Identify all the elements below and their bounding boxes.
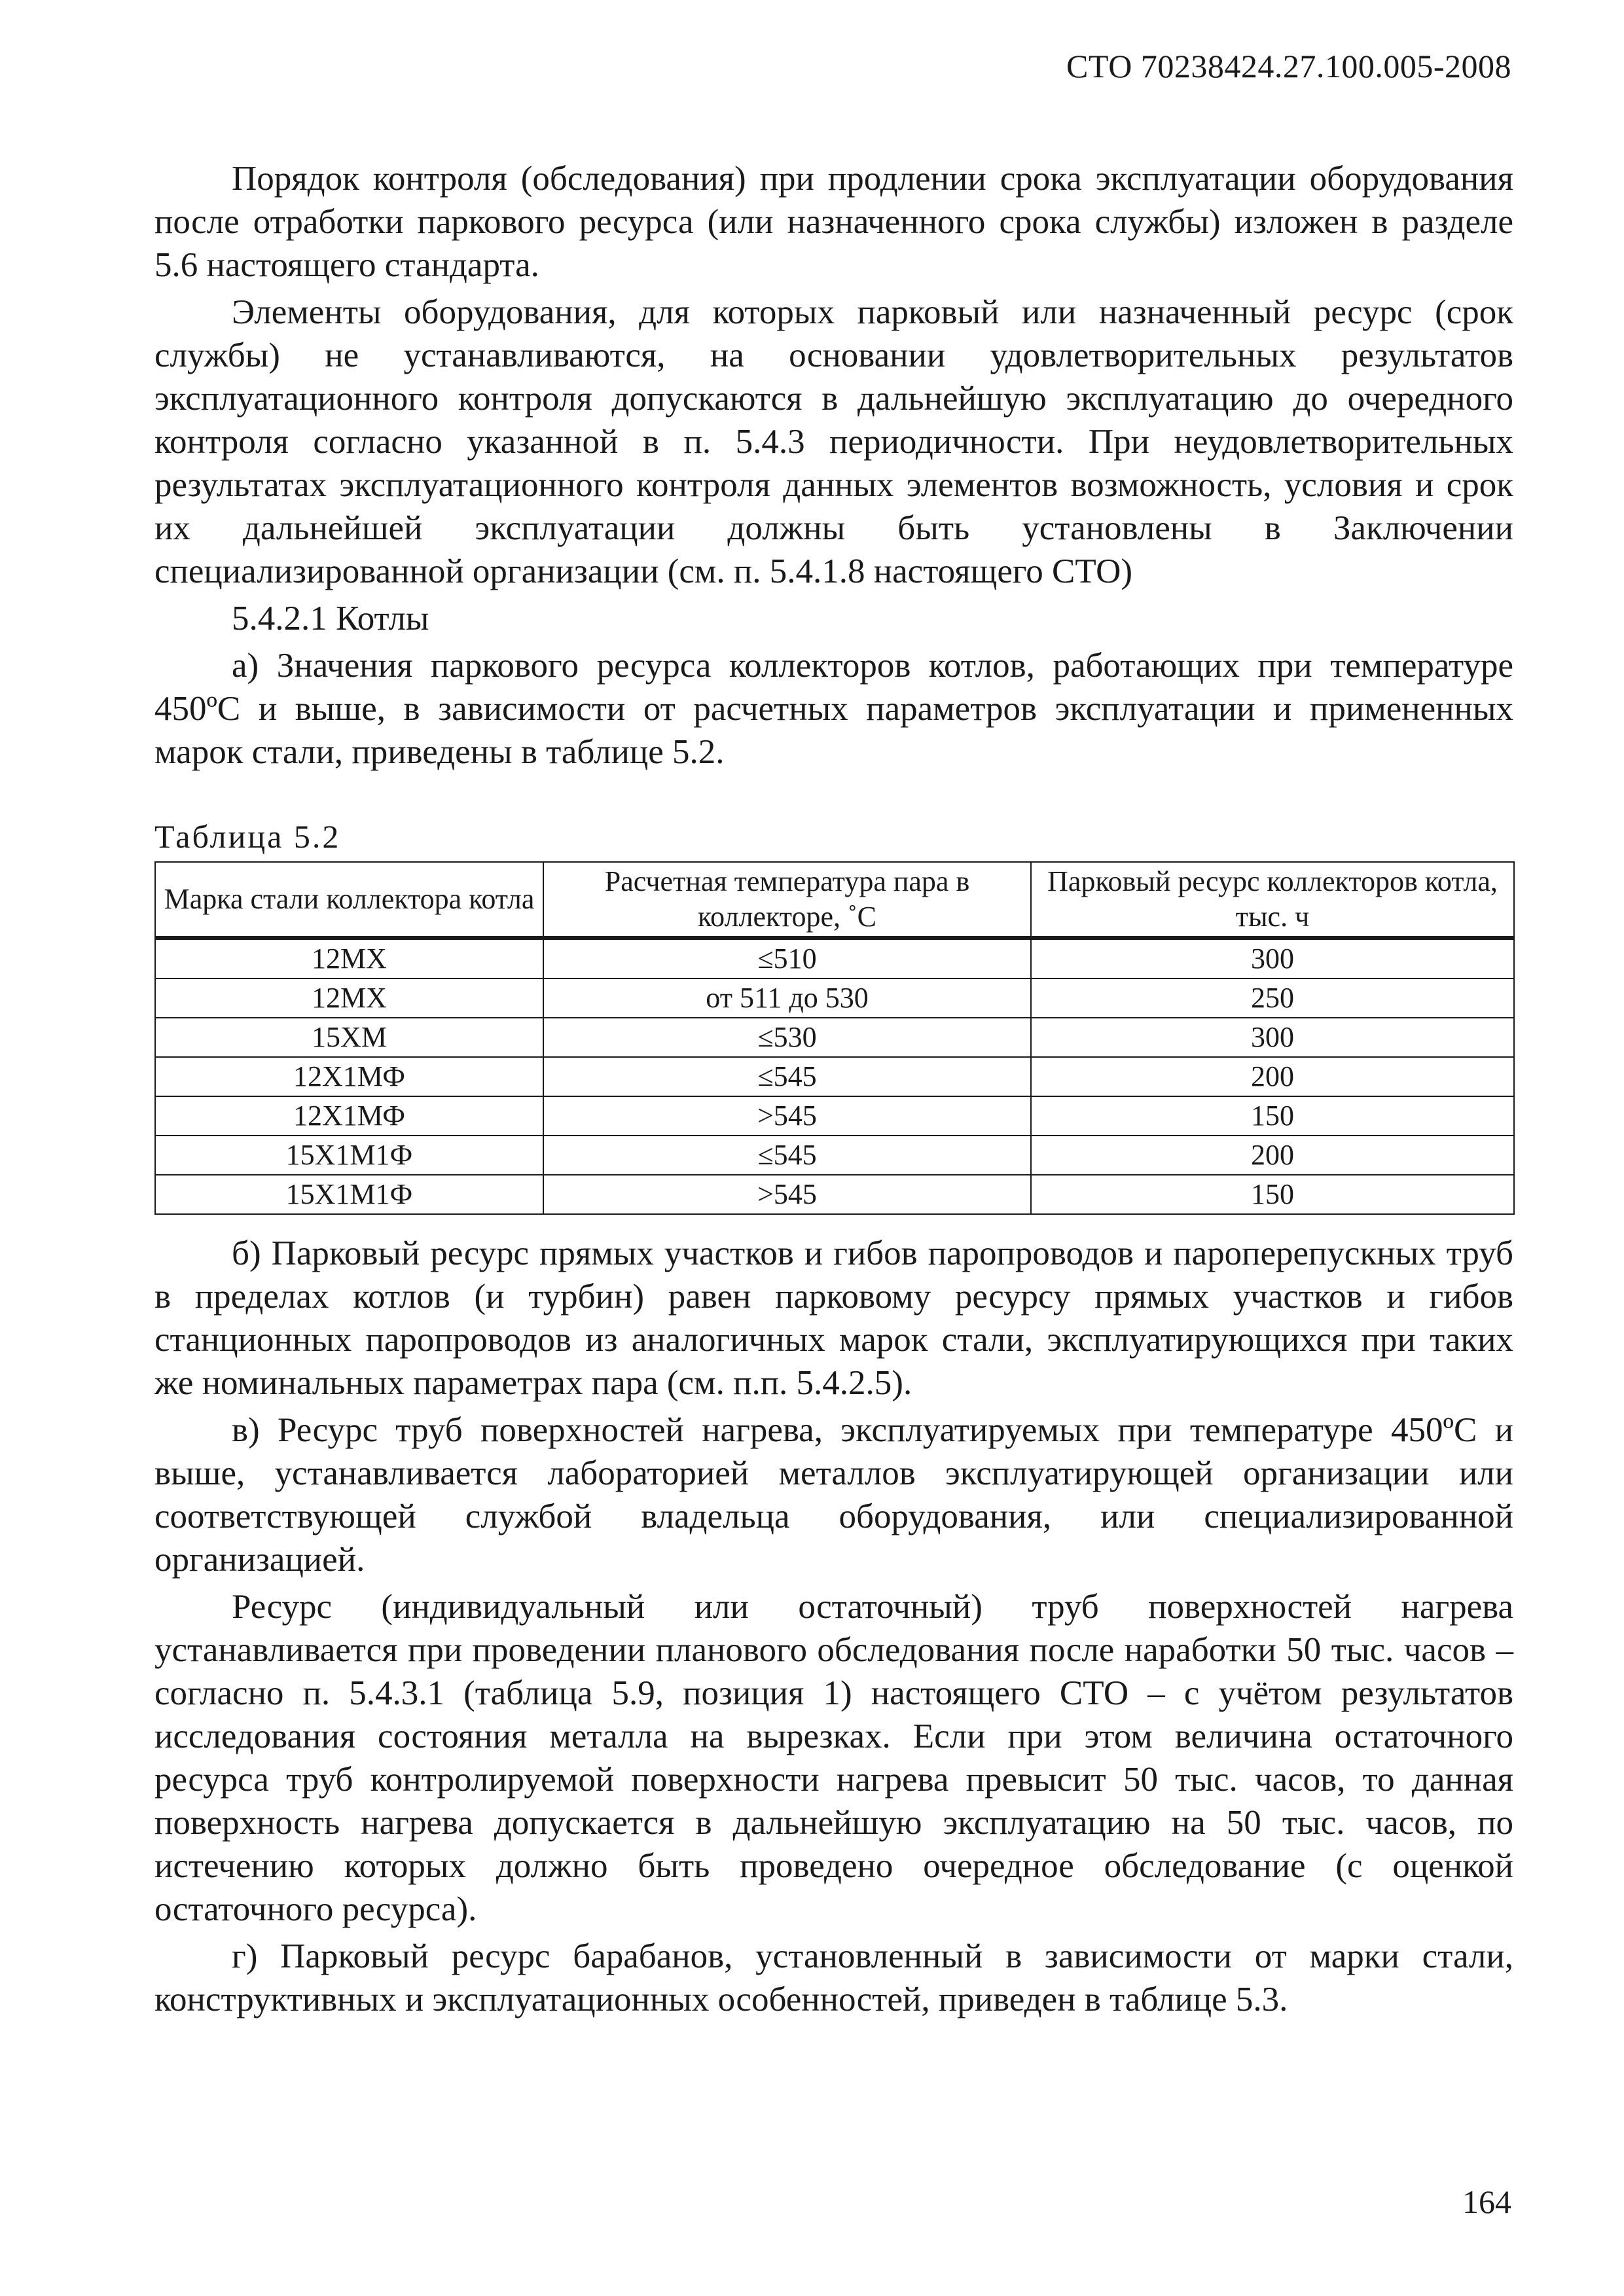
paragraph-g-drums: г) Парковый ресурс барабанов, установленный в зависимости от марки стали, конструктивных и эксплуатационных особенностей, приведен в таблице 5.3. — [154, 1937, 1513, 2018]
table-row — [155, 938, 1514, 978]
cell-steel-grade: 12МХ — [155, 938, 543, 978]
table-row — [155, 1096, 1514, 1136]
cell-resource: 300 — [1031, 1018, 1514, 1057]
cell-resource: 150 — [1031, 1096, 1514, 1136]
cell-steel-grade: 12Х1МФ — [155, 1057, 543, 1096]
cell-steel-grade: 15ХМ — [155, 1018, 543, 1057]
text-block-bottom — [154, 1232, 1513, 2025]
section-heading-boilers: 5.4.2.1 Котлы — [232, 600, 429, 637]
cell-temperature: от 511 до 530 — [543, 978, 1031, 1018]
table-caption: Таблица 5.2 — [154, 818, 341, 855]
cell-temperature: ≤545 — [543, 1136, 1031, 1175]
cell-resource: 300 — [1031, 938, 1514, 978]
paragraph-residual-resource: Ресурс (индивидуальный или остаточный) труб поверхностей нагрева устанавливается при проведении планового обследования после наработки 50 тыс. часов – согласно п. 5.4.3.1 (таблица 5.9, позиция 1) настоящего СТО – с учётом результатов исследования состояния металла на вырезках. Если при этом величина остаточного ресурса труб контролируемой поверхности нагрева превысит 50 тыс. часов, то данная поверхность нагрева допускается в дальнейшую эксплуатацию на 50 тыс. часов, по истечению которых должно быть проведено очередное обследование (с оценкой остаточного ресурса). — [154, 1588, 1513, 1928]
cell-steel-grade: 15Х1М1Ф — [155, 1175, 543, 1214]
header-park-resource: Парковый ресурс коллекторов котла, тыс. ч — [1031, 862, 1514, 938]
cell-temperature: ≤545 — [543, 1057, 1031, 1096]
header-steam-temperature: Расчетная температура пара в коллекторе, ˚С — [543, 862, 1031, 938]
text-block-top — [154, 157, 1513, 778]
document-code-header: СТО 70238424.27.100.005-2008 — [1066, 48, 1511, 84]
cell-temperature: ≤530 — [543, 1018, 1031, 1057]
paragraph-a-collectors: а) Значения паркового ресурса коллекторов котлов, работающих при температуре 450ºС и выше, в зависимости от расчетных параметров эксплуатации и примененных марок стали, приведены в таблице 5.2. — [154, 647, 1513, 771]
table-header-row — [155, 862, 1514, 938]
page-number: 164 — [1462, 2183, 1511, 2220]
table-row — [155, 978, 1514, 1018]
table-row — [155, 1136, 1514, 1175]
cell-resource: 200 — [1031, 1136, 1514, 1175]
table-row — [155, 1175, 1514, 1214]
cell-temperature: ≤510 — [543, 938, 1031, 978]
paragraph-b-steam-pipes: б) Парковый ресурс прямых участков и гибов паропроводов и пароперепускных труб в пределах котлов (и турбин) равен парковому ресурсу прямых участков и гибов станционных паропроводов из аналогичных марок стали, эксплуатирующихся при таких же номинальных параметрах пара (см. п.п. 5.4.2.5). — [154, 1234, 1513, 1402]
table-row — [155, 1057, 1514, 1096]
cell-steel-grade: 15Х1М1Ф — [155, 1136, 543, 1175]
cell-resource: 200 — [1031, 1057, 1514, 1096]
cell-steel-grade: 12МХ — [155, 978, 543, 1018]
header-steel-grade: Марка стали коллектора котла — [155, 862, 543, 938]
paragraph-equipment-elements: Элементы оборудования, для которых парковый или назначенный ресурс (срок службы) не устанавливаются, на основании удовлетворительных результатов эксплуатационного контроля допускаются в дальнейшую эксплуатацию до очередного контроля согласно указанной в п. 5.4.3 периодичности. При неудовлетворительных результатах эксплуатационного контроля данных элементов возможность, условия и срок их дальнейшей эксплуатации должны быть установлены в Заключении специализированной организации (см. п. 5.4.1.8 настоящего СТО) — [154, 293, 1513, 590]
cell-resource: 250 — [1031, 978, 1514, 1018]
cell-steel-grade: 12Х1МФ — [155, 1096, 543, 1136]
cell-temperature: >545 — [543, 1096, 1031, 1136]
cell-temperature: >545 — [543, 1175, 1031, 1214]
collector-resource-table — [154, 861, 1515, 1215]
table-row — [155, 1018, 1514, 1057]
paragraph-inspection-order: Порядок контроля (обследования) при продлении срока эксплуатации оборудования после отработки паркового ресурса (или назначенного срока службы) изложен в разделе 5.6 настоящего стандарта. — [154, 160, 1513, 284]
cell-resource: 150 — [1031, 1175, 1514, 1214]
paragraph-c-heating-surfaces: в) Ресурс труб поверхностей нагрева, эксплуатируемых при температуре 450ºС и выше, устанавливается лабораторией металлов эксплуатирующей организации или соответствующей службой владельца оборудования, или специализированной организацией. — [154, 1411, 1513, 1579]
